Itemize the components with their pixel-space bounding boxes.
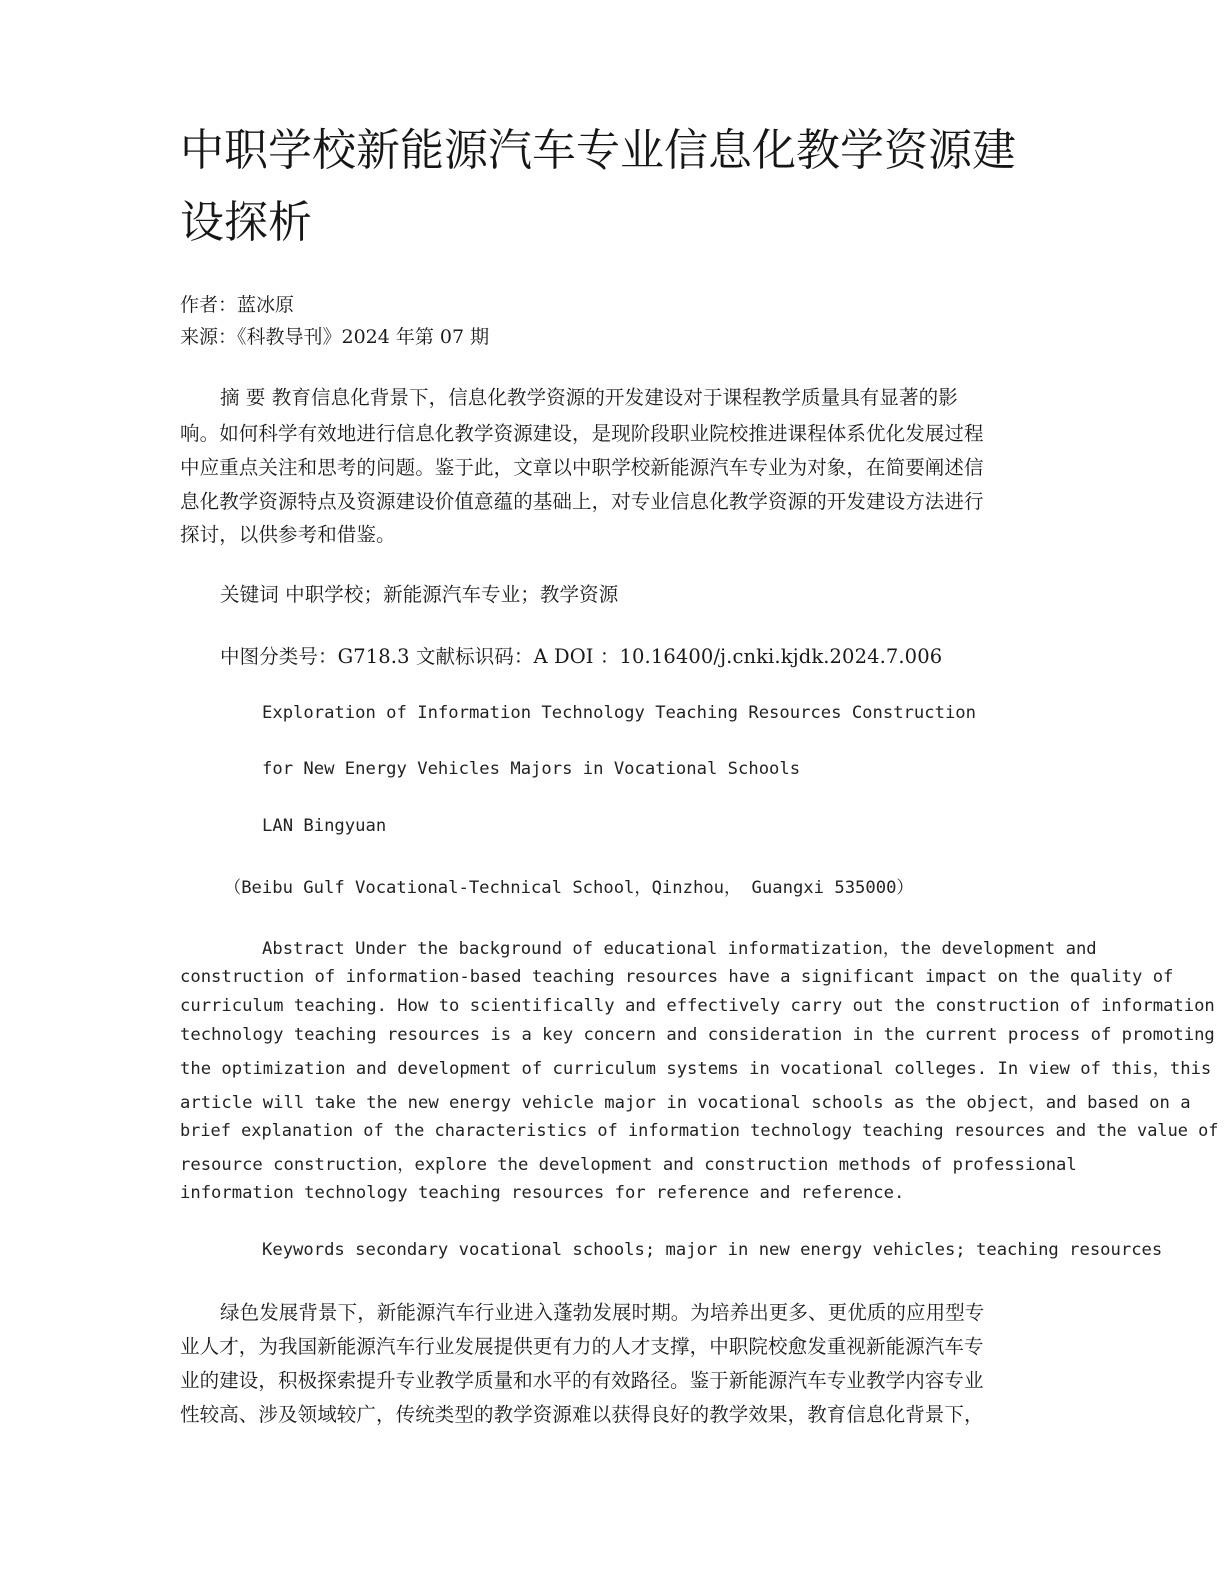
body-zh-line: 绿色发展背景下，新能源汽车行业进入蓬勃发展时期。为培养出更多、更优质的应用型专 <box>220 1301 985 1324</box>
abstract-en-line: article will take the new energy vehicle major in vocational schools as the object，and based on a <box>180 1093 1191 1113</box>
english-author: LAN Bingyuan <box>262 816 387 836</box>
source-line: 来源：《科教导刊》2024 年第 07 期 <box>180 326 490 348</box>
body-zh-line: 性较高、涉及领域较广，传统类型的教学资源难以获得良好的教学效果，教育信息化背景下， <box>180 1403 984 1426</box>
abstract-en-line: information technology teaching resources for reference and reference. <box>180 1183 905 1203</box>
article-title-line-1: 中职学校新能源汽车专业信息化教学资源建 <box>180 125 1016 176</box>
abstract-en-line: brief explanation of the characteristics of information technology teaching resources and the value of <box>180 1121 1219 1141</box>
english-title-line-1: Exploration of Information Technology Teaching Resources Construction <box>262 703 976 723</box>
abstract-zh-line: 摘 要 教育信息化背景下，信息化教学资源的开发建设对于课程教学质量具有显著的影 <box>220 386 958 409</box>
abstract-en-line: Abstract Under the background of educational informatization，the development and <box>262 939 1097 959</box>
english-title-line-2: for New Energy Vehicles Majors in Vocational Schools <box>262 759 801 779</box>
abstract-en-line: the optimization and development of curriculum systems in vocational colleges. In view of this，this <box>180 1059 1212 1079</box>
abstract-en-line: technology teaching resources is a key concern and consideration in the current process of promoting <box>180 1025 1215 1045</box>
english-affiliation: （Beibu Gulf Vocational-Technical School，Qinzhou， Guangxi 535000） <box>224 878 914 898</box>
english-keywords: Keywords secondary vocational schools; major in new energy vehicles; teaching resources <box>262 1240 1163 1260</box>
abstract-en-line: curriculum teaching. How to scientifically and effectively carry out the construction of information <box>180 996 1215 1016</box>
classification-line: 中图分类号：G718.3 文献标识码：A DOI ：10.16400/j.cnki.kjdk.2024.7.006 <box>220 645 943 668</box>
keywords-zh: 关键词 中职学校；新能源汽车专业；教学资源 <box>220 583 619 606</box>
body-zh-line: 业的建设，积极探索提升专业教学质量和水平的有效路径。鉴于新能源汽车专业教学内容专业 <box>180 1369 984 1392</box>
abstract-zh-line: 探讨，以供参考和借鉴。 <box>180 523 396 546</box>
article-title-line-2: 设探析 <box>180 197 312 248</box>
abstract-zh-line: 响。如何科学有效地进行信息化教学资源建设，是现阶段职业院校推进课程体系优化发展过程 <box>180 422 984 445</box>
abstract-zh-line: 息化教学资源特点及资源建设价值意蕴的基础上，对专业信息化教学资源的开发建设方法进行 <box>180 490 984 513</box>
abstract-zh-line: 中应重点关注和思考的问题。鉴于此，文章以中职学校新能源汽车专业为对象，在简要阐述信 <box>180 456 984 479</box>
body-zh-line: 业人才，为我国新能源汽车行业发展提供更有力的人才支撑，中职院校愈发重视新能源汽车专 <box>180 1335 984 1358</box>
abstract-en-line: resource construction，explore the development and construction methods of professional <box>180 1155 1077 1175</box>
abstract-en-line: construction of information-based teaching resources have a significant impact on the quality of <box>180 967 1174 987</box>
author-line: 作者：蓝冰原 <box>180 294 295 316</box>
